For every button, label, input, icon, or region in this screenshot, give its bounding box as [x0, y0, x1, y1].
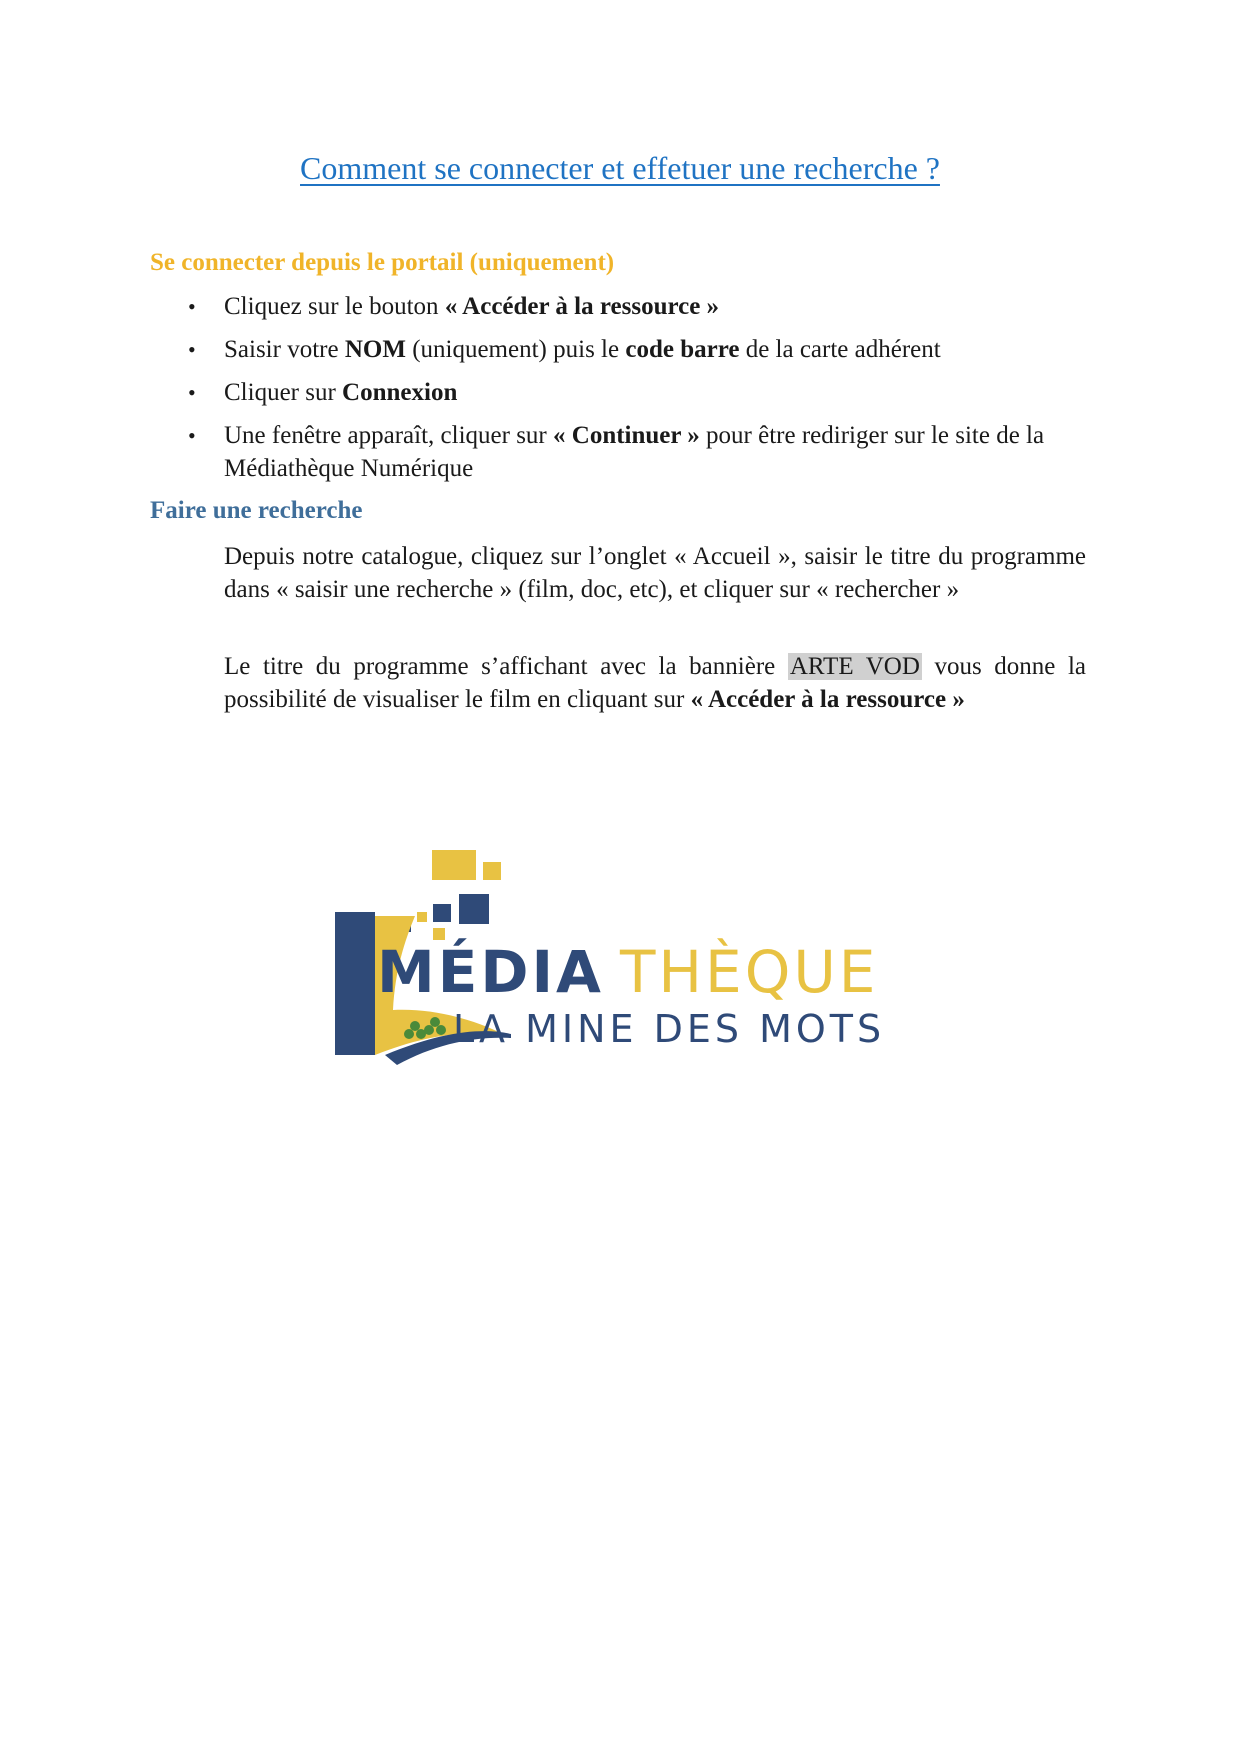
- list-item: • Une fenêtre apparaît, cliquer sur « Continuer » pour être rediriger sur le site de la Médiathèque Numérique: [180, 419, 1110, 485]
- logo-square: [433, 904, 451, 922]
- logo-square: [459, 894, 489, 924]
- logo-square: [432, 850, 476, 880]
- bold-text: Connexion: [342, 379, 458, 406]
- list-item: • Saisir votre NOM (uniquement) puis le code barre de la carte adhérent: [180, 333, 1110, 366]
- logo-word-mediatheque-2: THÈQUE: [620, 938, 879, 1006]
- bold-text: « Continuer »: [553, 422, 700, 449]
- search-paragraph-2: Le titre du programme s’affichant avec la bannière ARTE VOD vous donne la possibilité de visualiser le film en cliquant sur « Accéder à la ressource »: [224, 653, 1086, 713]
- logo-word-mediatheque-1: MÉDIA: [377, 938, 604, 1006]
- mediatheque-logo: [335, 850, 935, 1070]
- page-title: Comment se connecter et effetuer une recherche ?: [300, 150, 940, 186]
- section-heading-search: Faire une recherche: [150, 497, 363, 524]
- section-heading-connect: Se connecter depuis le portail (uniquement): [150, 249, 615, 276]
- logo-square: [483, 862, 501, 880]
- logo-square: [417, 912, 427, 922]
- logo-tagline: LA MINE DES MOTS: [453, 1007, 886, 1051]
- search-paragraph-1: Depuis notre catalogue, cliquez sur l’onglet « Accueil », saisir le titre du programme dans « saisir une recherche » (film, doc, etc), et cliquer sur « rechercher »: [224, 543, 1086, 603]
- bold-text: code barre: [625, 336, 740, 363]
- list-item: • Cliquer sur Connexion: [180, 376, 1110, 409]
- connect-steps-list: [180, 290, 1110, 495]
- list-item: • Cliquez sur le bouton « Accéder à la ressource »: [180, 290, 1110, 323]
- highlight-arte-vod: ARTE VOD: [789, 653, 920, 680]
- bold-text: NOM: [344, 336, 406, 363]
- bold-text: « Accéder à la ressource »: [690, 686, 965, 713]
- bold-text: « Accéder à la ressource »: [444, 293, 720, 320]
- logo-book-frame: [335, 912, 375, 1055]
